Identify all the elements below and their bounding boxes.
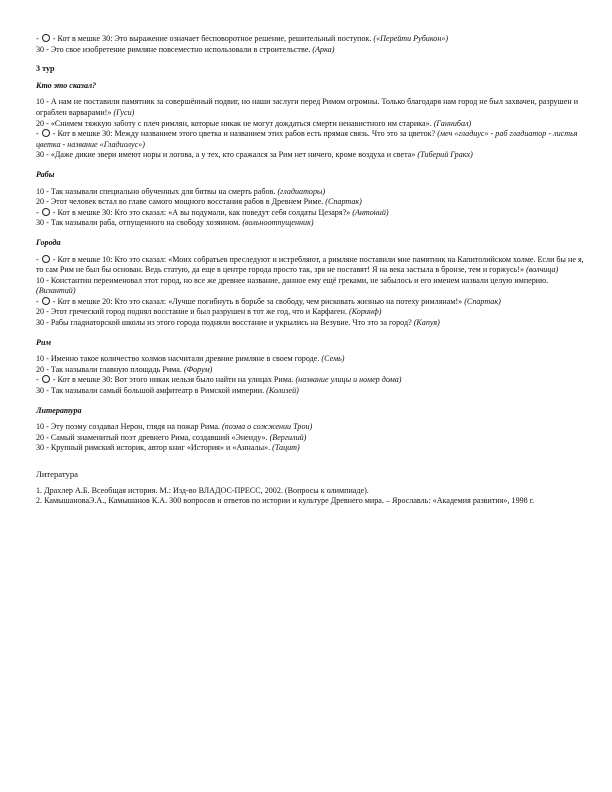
question-text: - Кот в мешке 10: Кто это сказал: «Моих собратьев преследуют и истребляют, а римляне поставили мне памятник на Капитолийском холме. Если бы не я, то сам Рим не был бы основан. Ведь статую, да еще в центре города просто так, зря не поставят! Я на века застыла в бронзе, тем и горжусь!» bbox=[36, 254, 584, 275]
intro-block bbox=[36, 34, 584, 55]
question-text: 30 - Крупный римский историк, автор книг «История» и «Анналы». bbox=[36, 443, 273, 453]
item-prefix: - bbox=[36, 34, 41, 43]
answer-text: (Семь) bbox=[321, 354, 345, 364]
question-item bbox=[36, 45, 584, 56]
circle-icon bbox=[42, 375, 50, 383]
circle-icon bbox=[42, 34, 50, 42]
answer-text: (Вергилий) bbox=[269, 432, 307, 442]
question-text: 10 - Эту поэму создавал Нерон, глядя на пожар Рима. bbox=[36, 422, 222, 432]
answer-text: (Антоний) bbox=[352, 207, 389, 217]
answer-text: (название улицы и номер дома) bbox=[295, 375, 402, 385]
question-item bbox=[36, 255, 584, 276]
item-prefix: - bbox=[36, 207, 41, 217]
question-text: - Кот в мешке 20: Кто это сказал: «Лучше погибнуть в борьбе за свободу, чем рисковать жизнью на потеху римлянам!» bbox=[50, 296, 465, 306]
question-text: 10 - А нам не поставили памятник за совершённый подвиг, но наши заслуги перед Римом огромны. Только благодаря нам город не был захвачен, разрушен и ограблен варварами!» bbox=[36, 97, 579, 117]
section-title: Города bbox=[36, 237, 61, 247]
question-text: 10 - Так называли специально обученных для битвы на смерть рабов. bbox=[36, 186, 278, 196]
question-text: - Кот в мешке 30: Кто это сказал: «А вы подумали, как поведут себя солдаты Цезаря?» bbox=[50, 207, 353, 217]
reference-item: 2. КамышановаЭ.А., Камышанов К.А. 300 вопросов и ответов по истории и культуре Древнего мира. – Ярославль: «Академия развития», 1998 г. bbox=[36, 496, 535, 506]
question-item bbox=[36, 433, 584, 444]
answer-text: (Коринф) bbox=[349, 307, 382, 317]
answer-text: («Перейти Рубикон») bbox=[373, 34, 449, 43]
question-item bbox=[36, 218, 584, 229]
question-text: 30 - Рабы гладиаторской школы из этого города подняли восстание и укрылись на Везувие. Что это за город? bbox=[36, 318, 414, 328]
question-text: 10 - Именно такое количество холмов насчитали древние римляне в своем городе. bbox=[36, 354, 322, 364]
question-item bbox=[36, 386, 584, 397]
item-prefix: - bbox=[36, 375, 41, 385]
section-title: Рим bbox=[36, 337, 51, 347]
circle-icon bbox=[42, 129, 50, 137]
question-item bbox=[36, 129, 584, 150]
answer-text: (вольноотпущенник) bbox=[242, 218, 314, 228]
answer-text: (Гуси) bbox=[113, 107, 135, 117]
question-text: 20 - Этот человек встал во главе самого мощного восстания рабов в Древнем Риме. bbox=[36, 197, 326, 207]
circle-icon bbox=[42, 255, 50, 263]
document-page bbox=[36, 34, 584, 507]
question-item bbox=[36, 276, 584, 297]
circle-icon bbox=[42, 297, 50, 305]
question-text: - Кот в мешке 30: Между названием этого цветка и названием этих рабов есть прямая связь. Что это за цветок? bbox=[50, 129, 438, 139]
answer-text: (Спартак) bbox=[325, 197, 362, 207]
answer-text: (Тацит) bbox=[272, 443, 300, 453]
question-item bbox=[36, 318, 584, 329]
item-prefix: - bbox=[36, 296, 41, 306]
reference-item: 1. Драхлер А.Б. Всеобщая история. М.: Изд-во ВЛАДОС-ПРЕСС, 2002. (Вопросы к олимпиаде). bbox=[36, 485, 369, 495]
literature-title: Литература bbox=[36, 469, 78, 479]
question-item bbox=[36, 208, 584, 219]
question-text: 30 - Так называли самый большой амфитеатр в Римской империи. bbox=[36, 386, 267, 396]
question-item bbox=[36, 365, 584, 376]
answer-text: (Тиберий Гракх) bbox=[417, 150, 473, 160]
question-item bbox=[36, 187, 584, 198]
question-item bbox=[36, 297, 584, 308]
question-text: 20 - Этот греческий город поднял восстание и был разрушен в тот же год, что и Карфаген. bbox=[36, 307, 350, 317]
answer-text: (меч «гладиус» - раб гладиатор - листья цветка - название «Гладиолус») bbox=[36, 129, 578, 149]
question-text: - Кот в мешке 30: Вот этого никак нельзя было найти на улицах Рима. bbox=[50, 375, 296, 385]
section-title: Кто это сказал? bbox=[36, 80, 97, 90]
question-text: - Кот в мешке 30: Это выражение означает бесповоротное решение, решительный поступок. bbox=[50, 34, 374, 43]
question-item bbox=[36, 119, 584, 130]
question-item bbox=[36, 150, 584, 161]
section-title: Литература bbox=[36, 405, 82, 415]
question-item bbox=[36, 443, 584, 454]
question-item bbox=[36, 354, 584, 365]
question-item bbox=[36, 34, 584, 45]
question-item bbox=[36, 422, 584, 433]
answer-text: (Форум) bbox=[183, 364, 213, 374]
question-text: 30 - Так называли раба, отпущенного на свободу хозяином. bbox=[36, 218, 243, 228]
question-item bbox=[36, 375, 584, 386]
question-item bbox=[36, 197, 584, 208]
answer-text: (Ганнибал) bbox=[433, 118, 472, 128]
question-text: 30 - Это свое изобретение римляне повсеместно использовали в строительстве. bbox=[36, 44, 313, 54]
item-prefix: - bbox=[36, 129, 41, 139]
answer-text: (поэма о сожжении Трои) bbox=[221, 422, 313, 432]
answer-text: (Спартак) bbox=[464, 296, 501, 306]
question-text: 10 - Константин переименовал этот город, но все же древнее название, данное ему ещё греками, не забылось и его именем назвали целую империю. bbox=[36, 275, 549, 285]
question-text: 20 - «Снимем тяжкую заботу с плеч римлян, которые никак не могут дождаться смерти ненавистного им старика». bbox=[36, 118, 434, 128]
question-item bbox=[36, 97, 584, 118]
question-text: 20 - Так называли главную площадь Рима. bbox=[36, 364, 184, 374]
question-item bbox=[36, 307, 584, 318]
circle-icon bbox=[42, 208, 50, 216]
answer-text: (Арка) bbox=[312, 44, 335, 54]
question-text: 20 - Самый знаменитый поэт древнего Рима, создавший «Энеиду». bbox=[36, 432, 270, 442]
section-title: Рабы bbox=[36, 169, 55, 179]
answer-text: (Капуя) bbox=[413, 318, 440, 328]
answer-text: (гладиаторы) bbox=[277, 186, 326, 196]
answer-text: (Византий) bbox=[36, 286, 76, 296]
item-prefix: - bbox=[36, 254, 41, 264]
question-text: 30 - «Даже дикие звери имеют норы и логова, а у тех, кто сражался за Рим нет ничего, кроме воздуха и света» bbox=[36, 150, 418, 160]
answer-text: (волчица) bbox=[526, 265, 559, 275]
tour-title: 3 тур bbox=[36, 64, 55, 74]
answer-text: (Колизей) bbox=[266, 386, 299, 396]
